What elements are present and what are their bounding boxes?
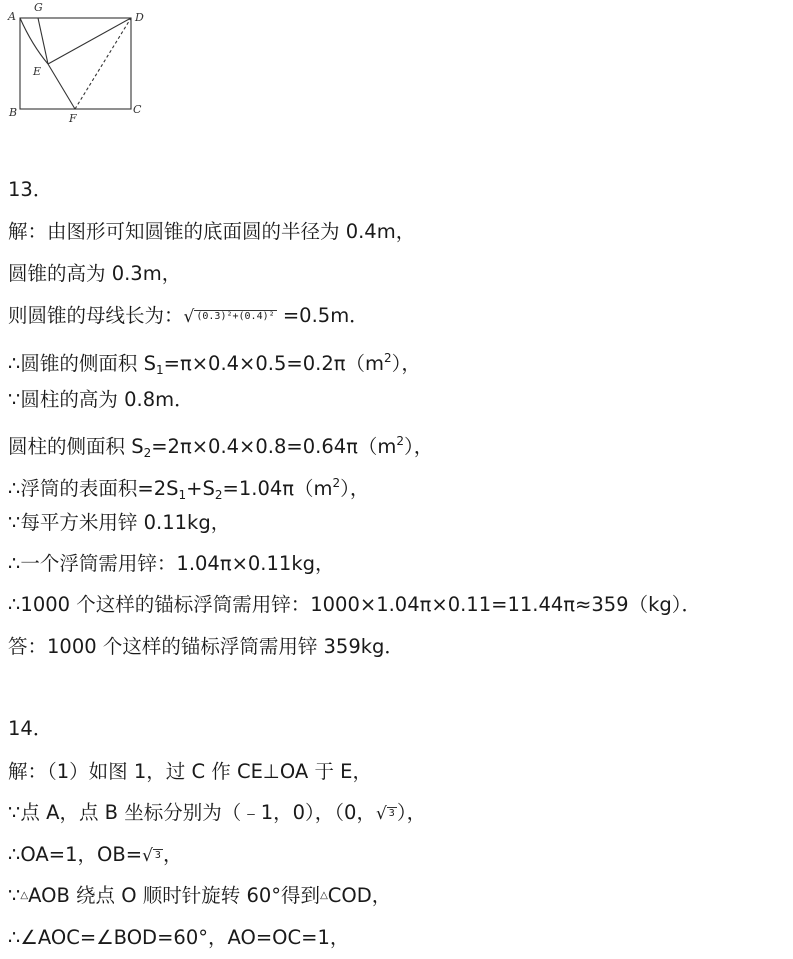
problem-14-number: 14．	[8, 717, 53, 740]
subscript: 2	[143, 446, 152, 460]
line-14-4-a: ∵	[8, 884, 21, 907]
subscript: 1	[178, 488, 187, 502]
line-13-2: 圆锥的高为 0.3m，	[8, 262, 182, 285]
label-f: F	[69, 112, 77, 125]
line-13-7	[8, 471, 369, 507]
line-13-4-c: ），	[391, 352, 421, 375]
line-13-8: ∵每平方米用锌 0.11kg，	[8, 511, 231, 534]
sqrt-expression	[376, 801, 397, 826]
line-14-3	[8, 843, 182, 868]
rectangle-abcd	[20, 18, 131, 109]
superscript: 2	[332, 476, 341, 490]
line-13-6-b: =2π×0.4×0.8=0.64π（m	[151, 435, 397, 458]
triangle-symbol: △	[20, 890, 29, 901]
line-13-1: 解：由图形可知圆锥的底面圆的半径为 0.4m，	[8, 220, 416, 243]
line-13-7-b: +S	[186, 477, 215, 500]
sqrt-body: 3	[388, 808, 395, 819]
line-13-3-text-b: =0.5m．	[276, 304, 369, 327]
line-13-3	[8, 304, 369, 329]
line-14-2-b: ），	[396, 801, 427, 824]
line-13-7-a: ∴浮筒的表面积=2S	[8, 477, 179, 500]
label-a: A	[8, 10, 16, 23]
line-13-4-b: =π×0.4×0.5=0.2π（m	[163, 352, 384, 375]
geometry-figure	[0, 0, 160, 125]
line-13-3-text-a: 则圆锥的母线长为：	[8, 304, 184, 327]
sqrt-sign: √	[142, 846, 153, 866]
line-13-7-c: =1.04π（m	[222, 477, 333, 500]
segment-fd-dashed	[75, 18, 131, 109]
subscript: 2	[214, 488, 223, 502]
sqrt-expression	[142, 843, 163, 868]
line-13-6-a: 圆柱的侧面积 S	[8, 435, 144, 458]
line-14-5: ∴∠AOC=∠BOD=60°，AO=OC=1，	[8, 926, 350, 949]
superscript: 2	[396, 434, 405, 448]
subscript: 1	[155, 363, 164, 377]
line-14-3-b: ，	[162, 843, 183, 866]
segment-ed	[48, 18, 131, 64]
sqrt-expression	[184, 304, 277, 329]
line-14-4-c: COD，	[327, 884, 392, 907]
sqrt-body: 3	[154, 850, 161, 861]
label-b: B	[9, 106, 18, 119]
line-13-7-d: ），	[340, 477, 370, 500]
segment-ef	[48, 64, 75, 109]
line-13-11: 答：1000 个这样的锚标浮筒需用锌 359kg．	[8, 635, 404, 658]
arc-ae	[20, 18, 48, 64]
line-14-3-a: ∴OA=1，OB=	[8, 843, 143, 866]
line-14-4	[8, 884, 391, 908]
line-13-10: ∴1000 个这样的锚标浮筒需用锌：1000×1.04π×0.11=11.44π≈359（kg）．	[8, 593, 701, 616]
superscript: 2	[384, 351, 392, 365]
label-e: E	[33, 65, 42, 78]
label-c: C	[133, 103, 142, 116]
sqrt-sign: √	[375, 804, 387, 824]
sqrt-sign: √	[183, 307, 195, 327]
problem-13-number: 13．	[8, 178, 53, 201]
line-14-2-a: ∵点 A，点 B 坐标分别为（﹣1，0），（0，	[8, 801, 376, 824]
line-13-6	[8, 429, 433, 465]
line-14-4-b: AOB 绕点 O 顺时针旋转 60°得到	[28, 884, 321, 907]
line-14-1: 解：（1）如图 1，过 C 作 CE⊥OA 于 E，	[8, 760, 372, 783]
line-14-2	[8, 801, 426, 826]
sqrt-body: (0.3)²+(0.4)²	[196, 311, 275, 322]
line-13-9: ∴一个浮筒需用锌：1.04π×0.11kg，	[8, 552, 335, 575]
line-13-6-c: ），	[404, 435, 434, 458]
triangle-symbol: △	[320, 890, 328, 901]
label-g: G	[34, 1, 43, 14]
line-13-5: ∵圆柱的高为 0.8m．	[8, 388, 194, 411]
label-d: D	[135, 11, 144, 24]
line-13-4-a: ∴圆锥的侧面积 S	[8, 352, 156, 375]
line-13-4	[8, 346, 421, 382]
